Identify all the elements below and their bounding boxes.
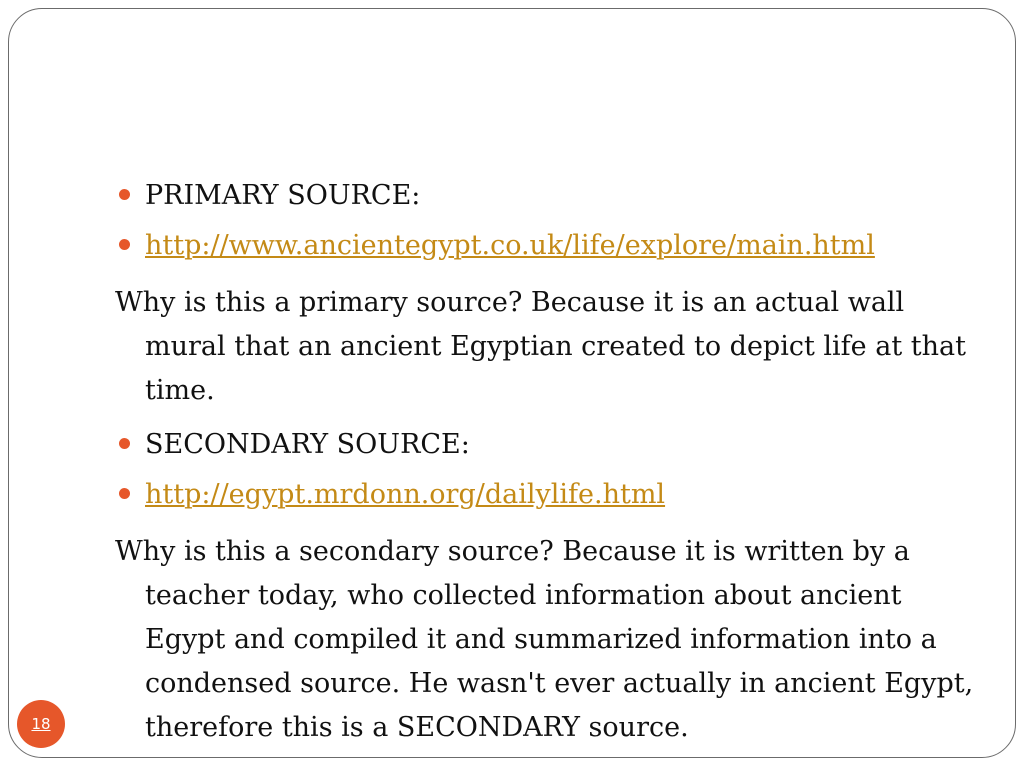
- bullet-dot-icon: [119, 189, 130, 200]
- bullet-primary-link: [115, 221, 985, 271]
- bullet-primary-heading: [115, 171, 985, 221]
- slide: [8, 8, 1016, 758]
- slide-content: [115, 171, 985, 750]
- primary-source-heading: PRIMARY SOURCE:: [145, 180, 421, 211]
- primary-source-link[interactable]: http://www.ancientegypt.co.uk/life/explore/main.html: [145, 230, 875, 261]
- bullet-dot-icon: [119, 438, 130, 449]
- bullet-secondary-link: [115, 470, 985, 520]
- secondary-source-explanation: Why is this a secondary source? Because it is written by a teacher today, who collected information about ancient Egypt and compiled it and summarized information into a condensed source. He wasn't ever actually in ancient Egypt, therefore this is a SECONDARY source.: [115, 536, 974, 743]
- primary-source-explanation: Why is this a primary source? Because it is an actual wall mural that an ancient Egyptian created to depict life at that time.: [115, 287, 966, 406]
- bullet-dot-icon: [119, 488, 130, 499]
- secondary-source-link[interactable]: http://egypt.mrdonn.org/dailylife.html: [145, 479, 666, 510]
- bullet-secondary-heading: [115, 420, 985, 470]
- secondary-source-heading: SECONDARY SOURCE:: [145, 429, 470, 460]
- bullet-dot-icon: [119, 239, 130, 250]
- slide-number-badge[interactable]: 18: [17, 700, 65, 748]
